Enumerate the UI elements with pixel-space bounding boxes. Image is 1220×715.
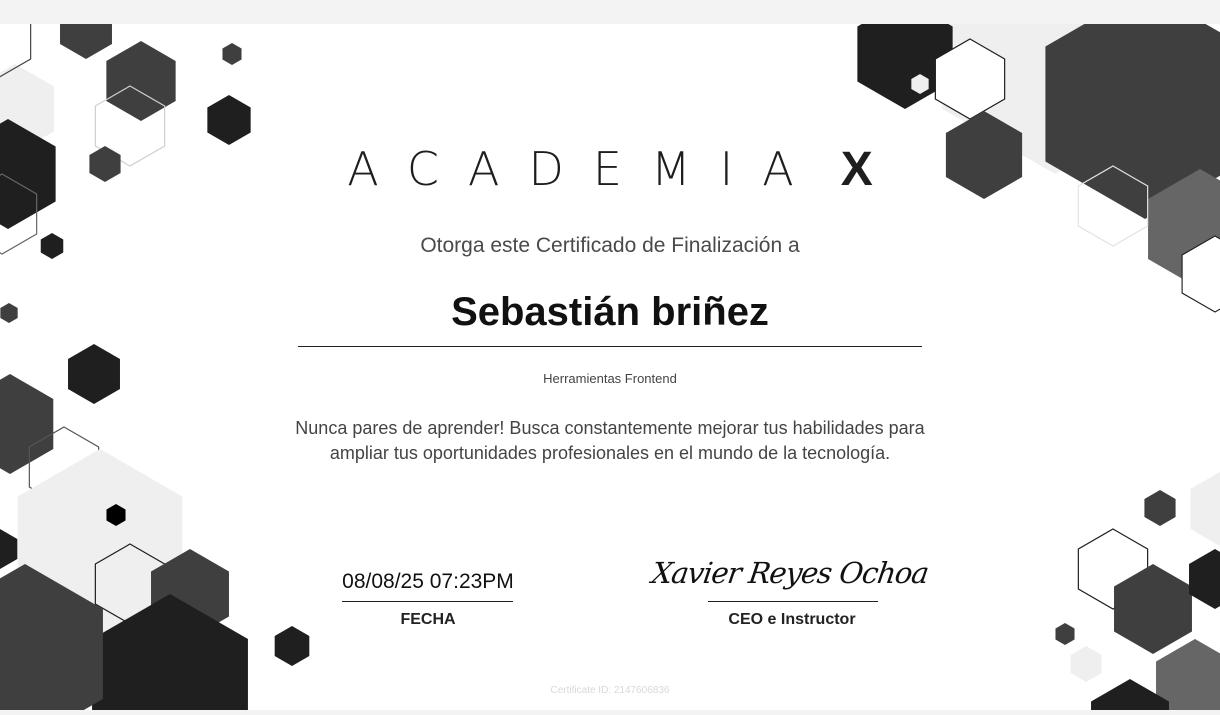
certificate-message: Nunca pares de aprender! Busca constantemente mejorar tus habilidades para ampliar tus oportunidades profesionales en el mundo de la tecnología. (295, 418, 925, 463)
certificate-content (0, 24, 1220, 710)
brand-logo (0, 142, 1220, 197)
recipient-underline (298, 346, 922, 347)
certificate (0, 24, 1220, 710)
brand-name: ACADEMIA (347, 142, 823, 196)
signature-underline (708, 601, 878, 602)
certificate-subtitle: Otorga este Certificado de Finalización a (420, 234, 800, 257)
instructor-signature: Xavier Reyes Ochoa (649, 556, 931, 590)
date-underline (342, 601, 513, 602)
recipient-name: Sebastián briñez (451, 290, 769, 334)
certificate-id: Certificate ID: 2147606836 (550, 685, 670, 696)
brand-mark: X (840, 143, 873, 196)
date-label: FECHA (400, 611, 456, 628)
date-value: 08/08/25 07:23PM (342, 570, 514, 593)
signature-label: CEO e Instructor (728, 611, 856, 628)
course-name: Herramientas Frontend (543, 371, 677, 386)
